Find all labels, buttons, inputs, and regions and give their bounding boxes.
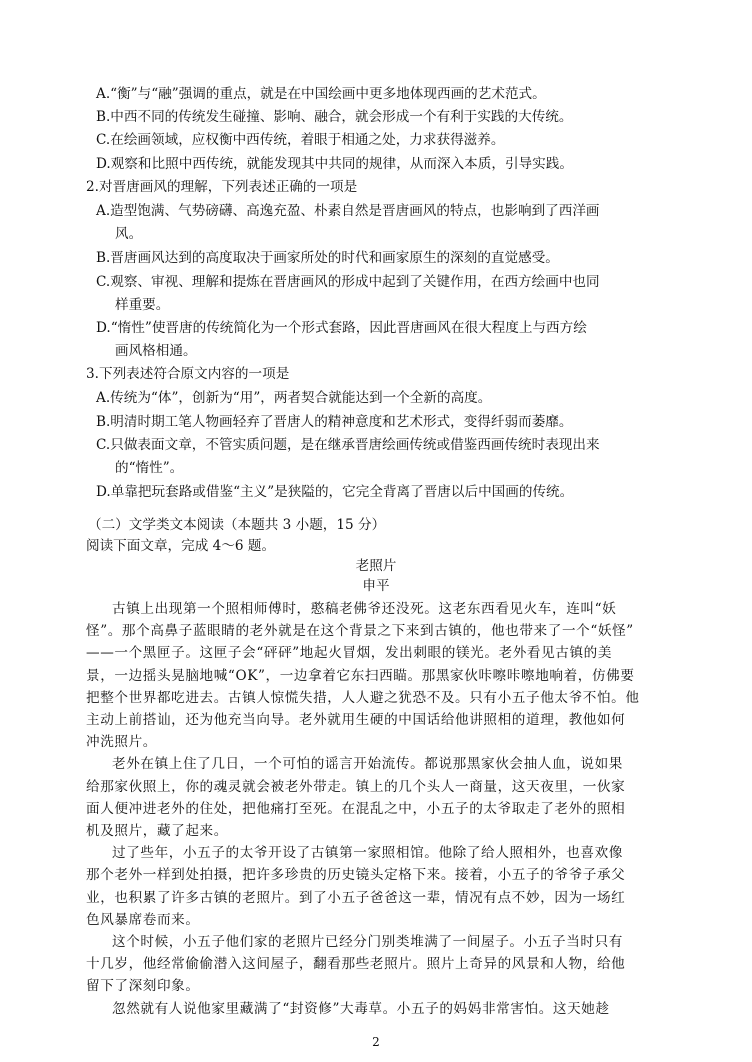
story-line: 那个老外一样到处拍摄，把许多珍贵的历史镜头定格下来。接着，小五子的爷爷子承父 xyxy=(86,867,626,884)
story-line: 面人便冲进老外的住处，把他痛打至死。在混乱之中，小五子的太爷取走了老外的照相 xyxy=(86,800,626,817)
story-line: 业，也积累了许多古镇的老照片。到了小五子爸爸这一辈，情况有点不妙，因为一场红 xyxy=(86,889,626,906)
story-line: 给那家伙照上，你的魂灵就会被老外带走。镇上的几个头人一商量，这天夜里，一伙家 xyxy=(86,778,626,795)
story-line: 这个时候，小五子他们家的老照片已经分门别类堆满了一间屋子。小五子当时只有 xyxy=(112,934,623,950)
q1-option-a: A.“衡”与“融”强调的重点，就是在中国绘画中更多地体现西画的艺术范式。 xyxy=(96,86,546,102)
q2-option-a-cont: 风。 xyxy=(115,226,143,242)
q2-option-a: A.造型饱满、气势磅礴、高逸充盈、朴素自然是晋唐画风的特点，也影响到了西洋画 xyxy=(96,203,600,219)
story-line: 过了些年，小五子的太爷开设了古镇第一家照相馆。他除了给人照相外，也喜欢像 xyxy=(112,845,623,862)
story-line: 把整个世界都吃进去。古镇人惊慌失措，人人避之犹恐不及。只有小五子他太爷不怕。他 xyxy=(86,689,640,706)
story-line: 忽然就有人说他家里藏满了“封资修”大毒草。小五子的妈妈非常害怕。这天她趁 xyxy=(112,1000,610,1017)
q2-stem: 2.对晋唐画风的理解，下列表述正确的一项是 xyxy=(86,179,358,195)
q3-option-c-cont: 的“惰性”。 xyxy=(115,460,184,476)
story-line: 老外在镇上住了几日，一个可怕的谣言开始流传。都说那黑家伙会抽人血，说如果 xyxy=(112,756,623,773)
q3-option-b: B.明清时期工笔人物画轻弃了晋唐人的精神意度和艺术形式，变得纤弱而萎靡。 xyxy=(96,414,573,430)
story-line: 景，一边摇头晃脑地喊“OK”，一边拿着它东扫西瞄。那黑家伙咔嚓咔嚓地响着，仿佛要 xyxy=(86,667,635,684)
q3-option-d: D.单靠把玩套路或借鉴“主义”是狭隘的，它完全背离了晋唐以后中国画的传统。 xyxy=(96,484,574,500)
story-line: 怪”。那个高鼻子蓝眼睛的老外就是在这个背景之下来到古镇的，他也带来了一个“妖怪” xyxy=(86,623,634,640)
q2-option-c-cont: 样重要。 xyxy=(115,297,170,313)
story-title: 老照片 xyxy=(355,558,397,574)
story-line: 冲洗照片。 xyxy=(86,734,157,751)
q2-option-b: B.晋唐画风达到的高度取决于画家所处的时代和画家原生的深刻的直觉感受。 xyxy=(96,250,559,266)
section-heading: （二）文学类文本阅读（本题共 3 小题，15 分） xyxy=(88,517,386,533)
page-number: 2 xyxy=(372,1035,380,1049)
q2-option-c: C.观察、审视、理解和提炼在晋唐画风的形成中起到了关键作用，在西方绘画中也同 xyxy=(96,274,600,290)
story-line: 机及照片，藏了起来。 xyxy=(86,823,228,839)
story-line: 主动上前搭讪，还为他充当向导。老外就用生硬的中国话给他讲照相的道理，教他如何 xyxy=(86,712,626,728)
story-author: 申平 xyxy=(362,578,390,594)
q1-option-c: C.在绘画领域，应权衡中西传统，着眼于相通之处，力求获得滋养。 xyxy=(96,132,505,148)
story-line: 古镇上出现第一个照相师傅时，憨稿老佛爷还没死。这老东西看见火车，连叫“妖 xyxy=(112,601,617,617)
q1-option-d: D.观察和比照中西传统，就能发现其中共同的规律，从而深入本质，引导实践。 xyxy=(96,156,573,172)
q2-option-d: D.“惰性”使晋唐的传统简化为一个形式套路，因此晋唐画风在很大程度上与西方绘 xyxy=(96,320,587,336)
q3-option-a: A.传统为“体”，创新为“用”，两者契合就能达到一个全新的高度。 xyxy=(96,390,492,406)
q1-option-b: B.中西不同的传统发生碰撞、影响、融合，就会形成一个有利于实践的大传统。 xyxy=(96,109,573,125)
story-line: 留下了深刻印象。 xyxy=(86,978,200,995)
story-line: 色风暴席卷而来。 xyxy=(86,911,200,928)
q3-stem: 3.下列表述符合原文内容的一项是 xyxy=(86,366,290,382)
story-line: 十几岁，他经常偷偷潜入这间屋子，翻看那些老照片。照片上奇异的风景和人物，给他 xyxy=(86,956,626,973)
story-line: ——一个黑匣子。这匣子会“砰砰”地起火冒烟，发出刺眼的镁光。老外看见古镇的美 xyxy=(86,645,613,662)
section-instruction: 阅读下面文章，完成 4～6 题。 xyxy=(86,538,276,554)
q2-option-d-cont: 画风格相通。 xyxy=(115,343,197,359)
q3-option-c: C.只做表面文章，不管实质问题，是在继承晋唐绘画传统或借鉴西画传统时表现出来 xyxy=(96,437,600,453)
